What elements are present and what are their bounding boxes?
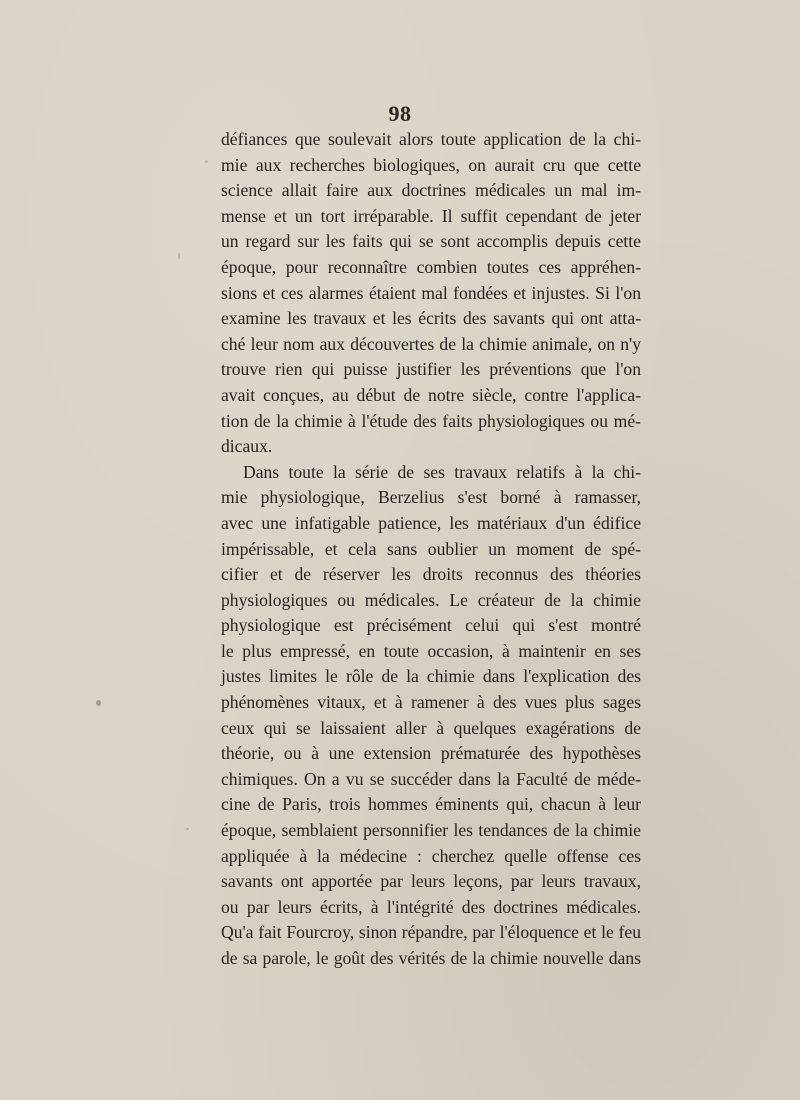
text-line: avait conçues, au début de notre siècle, contre l'applica- xyxy=(221,384,641,405)
paper-speck xyxy=(96,700,101,706)
text-line: cifier et de réserver les droits reconnus des théories xyxy=(221,564,641,585)
paragraph-1 xyxy=(221,127,641,460)
text-line: dicaux. xyxy=(221,436,273,457)
text-line: de sa parole, le goût des vérités de la chimie nouvelle dans xyxy=(221,948,641,968)
text-line: impérissable, et cela sans oublier un moment de spé- xyxy=(221,538,641,559)
text-line: ché leur nom aux découvertes de la chimie animale, on n'y xyxy=(221,333,641,354)
text-line: tion de la chimie à l'étude des faits physiologiques ou mé- xyxy=(221,410,641,431)
text-line: savants ont apportée par leurs leçons, par leurs travaux, xyxy=(221,871,641,892)
text-line: examine les travaux et les écrits des savants qui ont atta- xyxy=(221,308,641,329)
text-line: Dans toute la série de ses travaux relatifs à la chi- xyxy=(243,461,641,482)
text-line: sions et ces alarmes étaient mal fondées et injustes. Si l'on xyxy=(221,282,641,303)
paper-speck xyxy=(186,828,189,830)
text-line: époque, pour reconnaître combien toutes ces appréhen- xyxy=(221,256,641,277)
text-line: le plus empressé, en toute occasion, à maintenir en ses xyxy=(221,640,641,661)
text-line: chimiques. On a vu se succéder dans la Faculté de méde- xyxy=(221,768,641,789)
body-text xyxy=(221,127,641,972)
text-line: mie physiologique, Berzelius s'est borné à ramasser, xyxy=(221,487,641,508)
paragraph-2 xyxy=(221,460,641,972)
paper-speck xyxy=(178,253,180,259)
text-line: époque, semblaient personnifier les tendances de la chimie xyxy=(221,820,641,841)
text-line: théorie, ou à une extension prématurée des hypothèses xyxy=(221,743,641,764)
text-line: justes limites le rôle de la chimie dans l'explication des xyxy=(221,666,641,687)
text-line: cine de Paris, trois hommes éminents qui, chacun à leur xyxy=(221,794,641,815)
text-line: phénomènes vitaux, et à ramener à des vues plus sages xyxy=(221,692,641,713)
paper-speck xyxy=(205,160,208,163)
text-line: appliquée à la médecine : cherchez quelle offense ces xyxy=(221,845,641,866)
text-line: Qu'a fait Fourcroy, sinon répandre, par l'éloquence et le feu xyxy=(221,922,641,943)
text-line: ou par leurs écrits, à l'intégrité des doctrines médicales. xyxy=(221,896,641,917)
text-line: avec une infatigable patience, les matériaux d'un édifice xyxy=(221,512,641,533)
text-line: mie aux recherches biologiques, on aurait cru que cette xyxy=(221,154,641,175)
text-line: physiologique est précisément celui qui s'est montré xyxy=(221,615,641,636)
page-number: 98 xyxy=(388,101,412,126)
text-line: défiances que soulevait alors toute application de la chi- xyxy=(221,129,641,149)
text-line: physiologiques ou médicales. Le créateur de la chimie xyxy=(221,589,641,610)
text-line: mense et un tort irréparable. Il suffit cependant de jeter xyxy=(221,205,641,226)
text-line: un regard sur les faits qui se sont accomplis depuis cette xyxy=(221,231,641,252)
text-line: science allait faire aux doctrines médicales un mal im- xyxy=(221,180,641,201)
text-line: trouve rien qui puisse justifier les préventions que l'on xyxy=(221,359,641,380)
text-line: ceux qui se laissaient aller à quelques exagérations de xyxy=(221,717,641,738)
